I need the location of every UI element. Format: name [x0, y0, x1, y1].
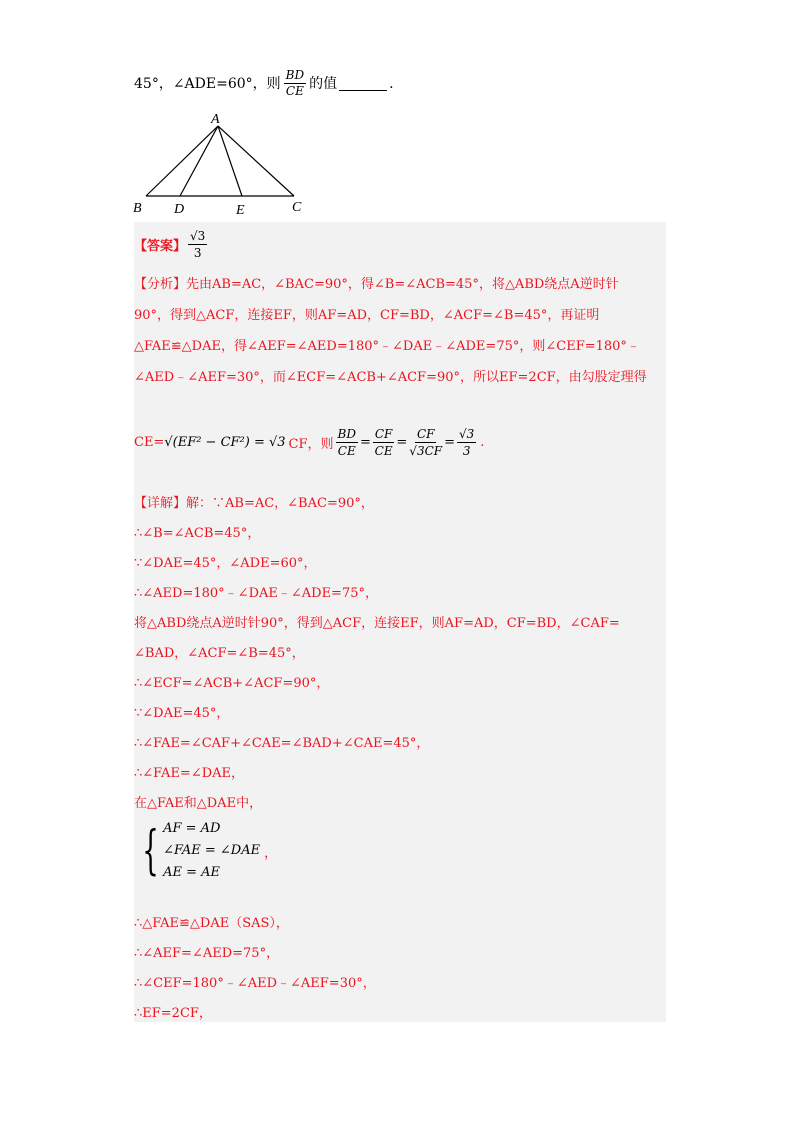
- triangle-figure: [130, 110, 310, 220]
- formula-frac-4: [457, 426, 476, 459]
- frac-2-num: CF: [374, 427, 393, 441]
- answer-blank: [339, 76, 387, 91]
- question-suffix: 的值: [309, 75, 338, 92]
- fraction-numerator: BD: [285, 68, 305, 82]
- formula-frac-1: [336, 426, 358, 459]
- equation-system: [134, 818, 277, 884]
- detail-line-1: 【详解】解：∵AB=AC，∠BAC=90°，: [134, 496, 374, 511]
- after-line-4: ∴EF=2CF，: [134, 1006, 212, 1021]
- answer-fraction: [188, 228, 207, 261]
- question-prefix: 45°，∠ADE=60°，则: [134, 75, 281, 92]
- frac-1-num: BD: [337, 427, 356, 441]
- answer-denominator: 3: [193, 246, 202, 260]
- system-line-1: AF = AD: [163, 821, 221, 836]
- frac-3-den: √3CF: [409, 444, 443, 458]
- question-line: [134, 68, 394, 99]
- label-a: A: [211, 112, 220, 127]
- frac-4-den: 3: [462, 444, 471, 458]
- system-line-3: AE = AE: [163, 865, 221, 880]
- detail-line-10: ∴∠FAE=∠DAE，: [134, 766, 245, 781]
- question-end: .: [389, 75, 394, 92]
- analysis-line-2: 90°，得到△ACF，连接EF，则AF=AD，CF=BD，∠ACF=∠B=45°，再证明: [134, 308, 600, 323]
- detail-line-7: ∴∠ECF=∠ACB+∠ACF=90°，: [134, 676, 330, 691]
- label-d: D: [174, 202, 185, 217]
- detail-line-3: ∵∠DAE=45°，∠ADE=60°，: [134, 556, 317, 571]
- fraction-denominator: CE: [285, 84, 304, 98]
- after-line-1: ∴△FAE≌△DAE（SAS），: [134, 916, 289, 931]
- brace-icon: {: [142, 821, 159, 881]
- analysis-line-3: △FAE≌△DAE，得∠AEF=∠AED=180°﹣∠DAE﹣∠ADE=75°，则∠CEF=180°﹣: [134, 339, 640, 354]
- segment-ab: [146, 126, 218, 196]
- after-line-2: ∴∠AEF=∠AED=75°，: [134, 946, 280, 961]
- detail-line-6: ∠BAD，∠ACF=∠B=45°，: [134, 646, 305, 661]
- formula-end: .: [480, 435, 485, 450]
- label-c: C: [292, 200, 302, 215]
- analysis-line-4: ∠AED﹣∠AEF=30°，而∠ECF=∠ACB+∠ACF=90°，所以EF=2CF，由勾股定理得: [134, 370, 647, 385]
- frac-1-den: CE: [337, 444, 356, 458]
- detail-line-9: ∴∠FAE=∠CAF+∠CAE=∠BAD+∠CAE=45°，: [134, 736, 430, 751]
- after-line-3: ∴∠CEF=180°﹣∠AED﹣∠AEF=30°，: [134, 976, 376, 991]
- answer-label: 【答案】: [134, 239, 187, 254]
- detail-line-2: ∴∠B=∠ACB=45°，: [134, 526, 261, 541]
- segment-ad: [180, 126, 218, 196]
- frac-3-num: CF: [416, 427, 435, 441]
- detail-line-8: ∵∠DAE=45°，: [134, 706, 230, 721]
- system-end: ，: [264, 845, 278, 861]
- detail-line-5: 将△ABD绕点A逆时针90°，得到△ACF，连接EF，则AF=AD，CF=BD，∠CAF=: [134, 616, 620, 631]
- formula-root: √(EF² − CF²) = √3: [164, 435, 286, 450]
- detail-line-11: 在△FAE和△DAE中，: [134, 796, 263, 811]
- answer-row: [134, 228, 207, 261]
- frac-4-num: √3: [459, 427, 475, 441]
- frac-2-den: CE: [374, 444, 393, 458]
- detail-line-4: ∴∠AED=180°﹣∠DAE﹣∠ADE=75°，: [134, 586, 378, 601]
- analysis-formula: CE= √(EF² − CF²) = √3 CF，则 $\frac{BD}{CE}$ = $\frac{CF}{CE}$ = $\frac{CF}{√3CF}$ = $\frac{√3}{3}$ .: [134, 427, 485, 458]
- formula-cf: CF，则: [288, 437, 334, 452]
- label-e: E: [236, 203, 245, 218]
- label-b: B: [133, 201, 142, 216]
- formula-frac-2: [373, 426, 395, 459]
- answer-numerator: √3: [190, 229, 206, 243]
- analysis-line-1: 【分析】先由AB=AC，∠BAC=90°，得∠B=∠ACB=45°，将△ABD绕点A逆时针: [134, 277, 619, 292]
- formula-frac-3: [409, 426, 442, 459]
- formula-prefix: CE=: [134, 435, 165, 450]
- question-fraction: [284, 68, 306, 99]
- system-line-2: ∠FAE = ∠DAE: [163, 843, 261, 858]
